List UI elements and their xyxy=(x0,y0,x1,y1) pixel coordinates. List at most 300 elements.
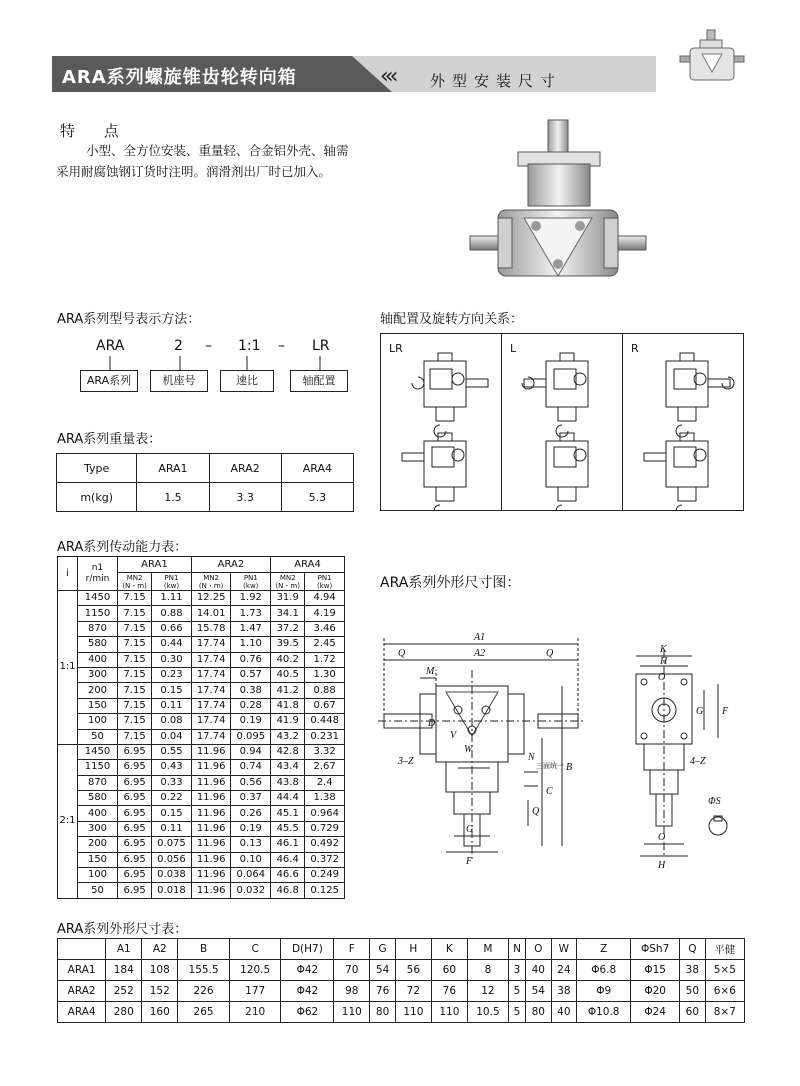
table-cell: 1150 xyxy=(78,606,118,621)
label-a1: A1 xyxy=(474,632,486,643)
table-cell: 42.8 xyxy=(271,744,305,759)
table-cell: Φ42 xyxy=(281,981,334,1002)
table-cell: 80 xyxy=(370,1002,396,1023)
label-q-left: Q xyxy=(398,648,406,659)
dimension-drawing-title: ARA系列外形尺寸图： xyxy=(380,575,521,591)
table-cell: 150 xyxy=(78,852,118,867)
table-cell: 0.67 xyxy=(305,698,345,713)
table-cell: 6.95 xyxy=(118,775,152,790)
ratio-cell: 1:1 xyxy=(58,591,78,745)
page-subtitle: 外型安装尺寸 xyxy=(430,72,563,90)
label-f-side: F xyxy=(722,706,729,717)
table-cell: 1.92 xyxy=(231,591,271,606)
table-cell: 0.57 xyxy=(231,667,271,682)
table-header-cell: A2 xyxy=(142,939,178,960)
table-header-cell: 平健 xyxy=(705,939,744,960)
label-q-right: Q xyxy=(546,648,554,659)
model-code-box-shaft: 轴配置 xyxy=(290,370,348,392)
table-cell: 0.22 xyxy=(152,791,192,806)
table-cell: 184 xyxy=(106,960,142,981)
table-header-cell: D(H7) xyxy=(281,939,334,960)
table-header-row xyxy=(58,939,745,960)
table-header-cell: K xyxy=(431,939,467,960)
table-cell: 0.08 xyxy=(152,714,192,729)
model-code-ratio: 1:1 xyxy=(238,338,261,354)
table-cell: 110 xyxy=(334,1002,370,1023)
table-cell: 8 xyxy=(467,960,508,981)
table-cell: 0.04 xyxy=(152,729,192,744)
col-ara1: ARA1 xyxy=(118,557,192,573)
table-cell: 40.5 xyxy=(271,667,305,682)
table-row xyxy=(58,821,345,836)
table-cell: 4.19 xyxy=(305,606,345,621)
table-row xyxy=(58,698,345,713)
table-cell: m(kg) xyxy=(57,483,137,512)
table-cell: 34.1 xyxy=(271,606,305,621)
table-cell: 7.15 xyxy=(118,591,152,606)
table-cell: 5 xyxy=(509,1002,526,1023)
table-row xyxy=(58,775,345,790)
col-pn1-unit: (kw) xyxy=(163,581,180,590)
table-cell: 300 xyxy=(78,821,118,836)
model-code-dash-2: – xyxy=(278,338,285,354)
table-cell: 1.72 xyxy=(305,652,345,667)
table-cell: 70 xyxy=(334,960,370,981)
dimension-table-body xyxy=(58,960,745,1023)
table-cell: 300 xyxy=(78,667,118,682)
table-cell: 0.11 xyxy=(152,821,192,836)
dimension-table-title: ARA系列外形尺寸表： xyxy=(57,922,188,937)
table-cell: 80 xyxy=(526,1002,552,1023)
table-cell: 17.74 xyxy=(191,683,231,698)
label-mark: 三面统一 xyxy=(536,762,564,770)
left-shaft xyxy=(384,714,432,728)
table-cell: Type xyxy=(57,454,137,483)
table-cell: 17.74 xyxy=(191,714,231,729)
table-cell: 41.2 xyxy=(271,683,305,698)
col-mn2 xyxy=(191,573,231,591)
table-cell: 76 xyxy=(431,981,467,1002)
table-cell: 12 xyxy=(467,981,508,1002)
table-cell: 7.15 xyxy=(118,698,152,713)
table-cell: 11.96 xyxy=(191,883,231,898)
label-k: K xyxy=(660,644,667,655)
table-cell: 0.38 xyxy=(231,683,271,698)
model-code-box-ratio: 速比 xyxy=(220,370,274,392)
table-cell: 1.10 xyxy=(231,637,271,652)
table-cell: 46.8 xyxy=(271,883,305,898)
table-cell: 11.96 xyxy=(191,775,231,790)
features-line-2: 采用耐腐蚀钢订货时注明。润滑剂出厂时已加入。 xyxy=(56,164,332,179)
table-row xyxy=(58,667,345,682)
table-header-cell: ΦSh7 xyxy=(631,939,680,960)
power-table-title: ARA系列传动能力表： xyxy=(57,540,188,555)
table-cell: 100 xyxy=(78,868,118,883)
table-row xyxy=(58,760,345,775)
table-cell: 7.15 xyxy=(118,621,152,636)
table-cell: 580 xyxy=(78,791,118,806)
table-row xyxy=(57,483,354,512)
table-cell: 40 xyxy=(551,1002,577,1023)
table-cell: 0.964 xyxy=(305,806,345,821)
table-cell: Φ20 xyxy=(631,981,680,1002)
table-cell: 54 xyxy=(370,960,396,981)
col-pn1-unit: (kw) xyxy=(243,581,259,590)
table-cell: 40 xyxy=(526,960,552,981)
table-cell: 0.448 xyxy=(305,714,345,729)
table-cell: 1450 xyxy=(78,744,118,759)
model-code-box-size: 机座号 xyxy=(150,370,208,392)
label-o-bottom: O xyxy=(658,832,666,843)
table-cell: 11.96 xyxy=(191,806,231,821)
label-w: W xyxy=(464,744,473,755)
table-cell: 5 xyxy=(509,981,526,1002)
table-cell: 41.8 xyxy=(271,698,305,713)
gearbox-photo xyxy=(468,118,648,298)
table-cell: 108 xyxy=(142,960,178,981)
table-row xyxy=(58,621,345,636)
table-cell: Φ6.8 xyxy=(577,960,631,981)
col-n1-label: n1 xyxy=(91,562,104,573)
table-row xyxy=(58,981,745,1002)
table-cell: 0.94 xyxy=(231,744,271,759)
table-cell: 177 xyxy=(229,981,281,1002)
dimension-drawing xyxy=(378,630,790,892)
table-cell: 11.96 xyxy=(191,837,231,852)
table-cell: 3.32 xyxy=(305,744,345,759)
features-line-1: 小型、全方位安装、重量轻、合金铝外壳、轴需 xyxy=(86,143,349,158)
table-cell: 37.2 xyxy=(271,621,305,636)
table-cell: 6.95 xyxy=(118,806,152,821)
table-row xyxy=(58,714,345,729)
model-code-shaft: LR xyxy=(312,338,330,354)
table-cell: Φ10.8 xyxy=(577,1002,631,1023)
table-header-cell: F xyxy=(334,939,370,960)
table-cell: 150 xyxy=(78,698,118,713)
label-h-bottom: H xyxy=(658,860,666,871)
gearbox-l-bottom-icon xyxy=(546,433,588,511)
gearbox-lr-top-icon xyxy=(412,353,488,437)
table-cell: 0.19 xyxy=(231,714,271,729)
axis-label-l: L xyxy=(510,342,517,355)
model-code-box-series: ARA系列 xyxy=(80,370,138,392)
table-row xyxy=(58,606,345,621)
label-q-bottom: Q xyxy=(532,806,540,817)
table-cell: 6.95 xyxy=(118,883,152,898)
table-row xyxy=(58,837,345,852)
label-m: M xyxy=(426,666,435,677)
features-title: 特 点 xyxy=(60,122,131,140)
table-cell: 0.55 xyxy=(152,744,192,759)
table-header-row xyxy=(58,557,345,573)
table-row xyxy=(58,637,345,652)
label-g: G xyxy=(466,824,474,835)
table-cell: 45.1 xyxy=(271,806,305,821)
table-cell: 200 xyxy=(78,683,118,698)
label-f: F xyxy=(466,856,473,867)
page-title: ARA系列螺旋锥齿轮转向箱 xyxy=(62,67,297,88)
table-cell: 0.88 xyxy=(305,683,345,698)
table-cell: 1.47 xyxy=(231,621,271,636)
col-pn1-label: PN1 xyxy=(164,573,179,582)
table-cell: 6.95 xyxy=(118,852,152,867)
table-row xyxy=(58,744,345,759)
table-cell: 0.056 xyxy=(152,852,192,867)
col-mn2 xyxy=(118,573,152,591)
table-cell: 11.96 xyxy=(191,868,231,883)
table-cell: 0.249 xyxy=(305,868,345,883)
dimension-table xyxy=(57,938,745,1023)
table-header-cell: B xyxy=(178,939,230,960)
table-cell: 0.018 xyxy=(152,883,192,898)
table-cell: 7.15 xyxy=(118,667,152,682)
table-cell: 43.2 xyxy=(271,729,305,744)
table-cell: 76 xyxy=(370,981,396,1002)
table-cell: 870 xyxy=(78,621,118,636)
col-mn2-unit: (N・m) xyxy=(275,581,300,590)
table-cell: 110 xyxy=(431,1002,467,1023)
label-h: H xyxy=(660,656,668,667)
table-cell: 17.74 xyxy=(191,637,231,652)
chevron-left-icon: ‹‹‹ xyxy=(380,64,395,89)
weight-table-title: ARA系列重量表： xyxy=(57,432,162,447)
label-v: V xyxy=(450,730,457,741)
table-cell: 6.95 xyxy=(118,760,152,775)
table-row xyxy=(58,683,345,698)
table-cell: 46.1 xyxy=(271,837,305,852)
col-pn1 xyxy=(231,573,271,591)
table-cell: 155.5 xyxy=(178,960,230,981)
table-cell: 4.94 xyxy=(305,591,345,606)
table-cell: ARA1 xyxy=(137,454,209,483)
table-cell: 7.15 xyxy=(118,683,152,698)
table-cell: 15.78 xyxy=(191,621,231,636)
table-cell: 17.74 xyxy=(191,667,231,682)
table-header-cell: O xyxy=(526,939,552,960)
table-cell: 0.729 xyxy=(305,821,345,836)
table-cell: ARA2 xyxy=(58,981,106,1002)
col-mn2-label: MN2 xyxy=(126,573,143,582)
table-cell: 0.10 xyxy=(231,852,271,867)
table-cell: 1.11 xyxy=(152,591,192,606)
table-header-cell: W xyxy=(551,939,577,960)
label-a2: A2 xyxy=(474,648,486,659)
table-cell: 44.4 xyxy=(271,791,305,806)
table-cell: 38 xyxy=(680,960,706,981)
model-code-size: 2 xyxy=(174,338,183,354)
table-header-cell xyxy=(58,939,106,960)
table-cell: 3 xyxy=(509,960,526,981)
table-cell: 56 xyxy=(395,960,431,981)
table-row xyxy=(58,883,345,898)
table-cell: 0.30 xyxy=(152,652,192,667)
table-cell: 17.74 xyxy=(191,698,231,713)
table-cell: 1.73 xyxy=(231,606,271,621)
label-b: B xyxy=(566,762,573,773)
table-cell: 0.15 xyxy=(152,806,192,821)
label-c: C xyxy=(546,786,553,797)
table-header-cell: Z xyxy=(577,939,631,960)
features-text xyxy=(56,140,386,182)
table-cell: 50 xyxy=(680,981,706,1002)
table-header-cell: C xyxy=(229,939,281,960)
table-cell: 6×6 xyxy=(705,981,744,1002)
table-cell: 8×7 xyxy=(705,1002,744,1023)
label-o: O xyxy=(658,672,666,683)
col-mn2 xyxy=(271,573,305,591)
axis-config-diagrams xyxy=(380,333,744,511)
table-cell: 400 xyxy=(78,652,118,667)
table-header-cell: M xyxy=(467,939,508,960)
table-cell: 0.56 xyxy=(231,775,271,790)
table-cell: 1450 xyxy=(78,591,118,606)
gearbox-thumbnail-image xyxy=(676,28,748,86)
table-cell: 12.25 xyxy=(191,591,231,606)
table-cell: 11.96 xyxy=(191,760,231,775)
axis-label-lr: LR xyxy=(389,342,403,355)
table-cell: 210 xyxy=(229,1002,281,1023)
table-cell: 252 xyxy=(106,981,142,1002)
table-cell: 0.88 xyxy=(152,606,192,621)
gearbox-l-top-icon xyxy=(522,353,588,437)
label-s: ΦS xyxy=(708,796,721,807)
table-cell: 0.032 xyxy=(231,883,271,898)
table-cell: 7.15 xyxy=(118,729,152,744)
table-row xyxy=(58,729,345,744)
table-cell: 0.125 xyxy=(305,883,345,898)
col-mn2-unit: (N・m) xyxy=(198,581,224,590)
table-cell: 7.15 xyxy=(118,714,152,729)
col-pn1-label: PN1 xyxy=(243,573,258,582)
axis-config-title: 轴配置及旋转方向关系： xyxy=(380,312,524,327)
table-cell: 0.095 xyxy=(231,729,271,744)
label-g-side: G xyxy=(696,706,704,717)
table-cell: Φ62 xyxy=(281,1002,334,1023)
table-cell: 40.2 xyxy=(271,652,305,667)
table-row xyxy=(58,868,345,883)
table-row xyxy=(58,852,345,867)
table-cell: 6.95 xyxy=(118,868,152,883)
table-cell: 17.74 xyxy=(191,652,231,667)
table-cell: 0.038 xyxy=(152,868,192,883)
table-cell: 98 xyxy=(334,981,370,1002)
table-cell: 0.064 xyxy=(231,868,271,883)
col-n1 xyxy=(78,557,118,591)
col-n1-unit: r/min xyxy=(85,573,110,584)
table-cell: 17.74 xyxy=(191,729,231,744)
table-cell: 41.9 xyxy=(271,714,305,729)
table-cell: 226 xyxy=(178,981,230,1002)
table-cell: 280 xyxy=(106,1002,142,1023)
col-ara4: ARA4 xyxy=(271,557,345,573)
table-cell: 50 xyxy=(78,729,118,744)
col-mn2-label: MN2 xyxy=(279,573,296,582)
table-header-cell: A1 xyxy=(106,939,142,960)
table-cell: 160 xyxy=(142,1002,178,1023)
table-cell: 46.6 xyxy=(271,868,305,883)
table-cell: 0.37 xyxy=(231,791,271,806)
table-cell: 100 xyxy=(78,714,118,729)
gearbox-r-bottom-icon xyxy=(644,433,708,511)
label-3z: 3–Z xyxy=(398,756,414,767)
table-row xyxy=(58,791,345,806)
table-cell: 54 xyxy=(526,981,552,1002)
table-cell: 3.46 xyxy=(305,621,345,636)
col-pn1 xyxy=(305,573,345,591)
col-ara2: ARA2 xyxy=(191,557,270,573)
power-table-body xyxy=(58,591,345,899)
table-cell: 120.5 xyxy=(229,960,281,981)
table-cell: ARA2 xyxy=(209,454,281,483)
table-header-cell: Q xyxy=(680,939,706,960)
table-cell: 31.9 xyxy=(271,591,305,606)
table-cell: Φ42 xyxy=(281,960,334,981)
table-row xyxy=(58,652,345,667)
table-cell: 0.28 xyxy=(231,698,271,713)
table-cell: 46.4 xyxy=(271,852,305,867)
table-cell: 60 xyxy=(680,1002,706,1023)
table-cell: 1.30 xyxy=(305,667,345,682)
table-cell: 39.5 xyxy=(271,637,305,652)
table-cell: 24 xyxy=(551,960,577,981)
table-cell: 11.96 xyxy=(191,852,231,867)
table-row xyxy=(58,960,745,981)
table-cell: ARA4 xyxy=(58,1002,106,1023)
table-cell: 11.96 xyxy=(191,791,231,806)
table-row xyxy=(58,806,345,821)
table-cell: 7.15 xyxy=(118,606,152,621)
table-cell: 2.67 xyxy=(305,760,345,775)
col-pn1-label: PN1 xyxy=(317,573,332,582)
label-d: D xyxy=(428,718,436,729)
model-code-dash-1: – xyxy=(205,338,212,354)
table-cell: 1.38 xyxy=(305,791,345,806)
table-cell: 10.5 xyxy=(467,1002,508,1023)
gearbox-r-top-icon xyxy=(666,353,734,437)
model-code-title: ARA系列型号表示方法： xyxy=(57,312,201,327)
table-cell: 152 xyxy=(142,981,178,1002)
table-row xyxy=(57,454,354,483)
col-mn2-label: MN2 xyxy=(203,573,219,582)
col-mn2-unit: (N・m) xyxy=(122,581,147,590)
table-row xyxy=(58,591,345,606)
table-cell: 6.95 xyxy=(118,837,152,852)
table-cell: 3.3 xyxy=(209,483,281,512)
table-cell: 0.11 xyxy=(152,698,192,713)
table-cell: 72 xyxy=(395,981,431,1002)
ratio-cell: 2:1 xyxy=(58,744,78,898)
table-cell: 1150 xyxy=(78,760,118,775)
table-cell: 5.3 xyxy=(281,483,353,512)
table-cell: 50 xyxy=(78,883,118,898)
col-pn1 xyxy=(152,573,192,591)
table-cell: 0.74 xyxy=(231,760,271,775)
axis-label-r: R xyxy=(631,342,639,355)
table-cell: Φ15 xyxy=(631,960,680,981)
table-cell: 43.8 xyxy=(271,775,305,790)
table-cell: 6.95 xyxy=(118,791,152,806)
table-cell: 0.43 xyxy=(152,760,192,775)
weight-table xyxy=(56,453,354,512)
table-cell: 0.075 xyxy=(152,837,192,852)
table-cell: 0.23 xyxy=(152,667,192,682)
table-cell: 0.492 xyxy=(305,837,345,852)
table-cell: 200 xyxy=(78,837,118,852)
table-cell: 0.15 xyxy=(152,683,192,698)
table-cell: 2.45 xyxy=(305,637,345,652)
table-cell: 43.4 xyxy=(271,760,305,775)
gearbox-lr-bottom-icon xyxy=(402,433,466,511)
